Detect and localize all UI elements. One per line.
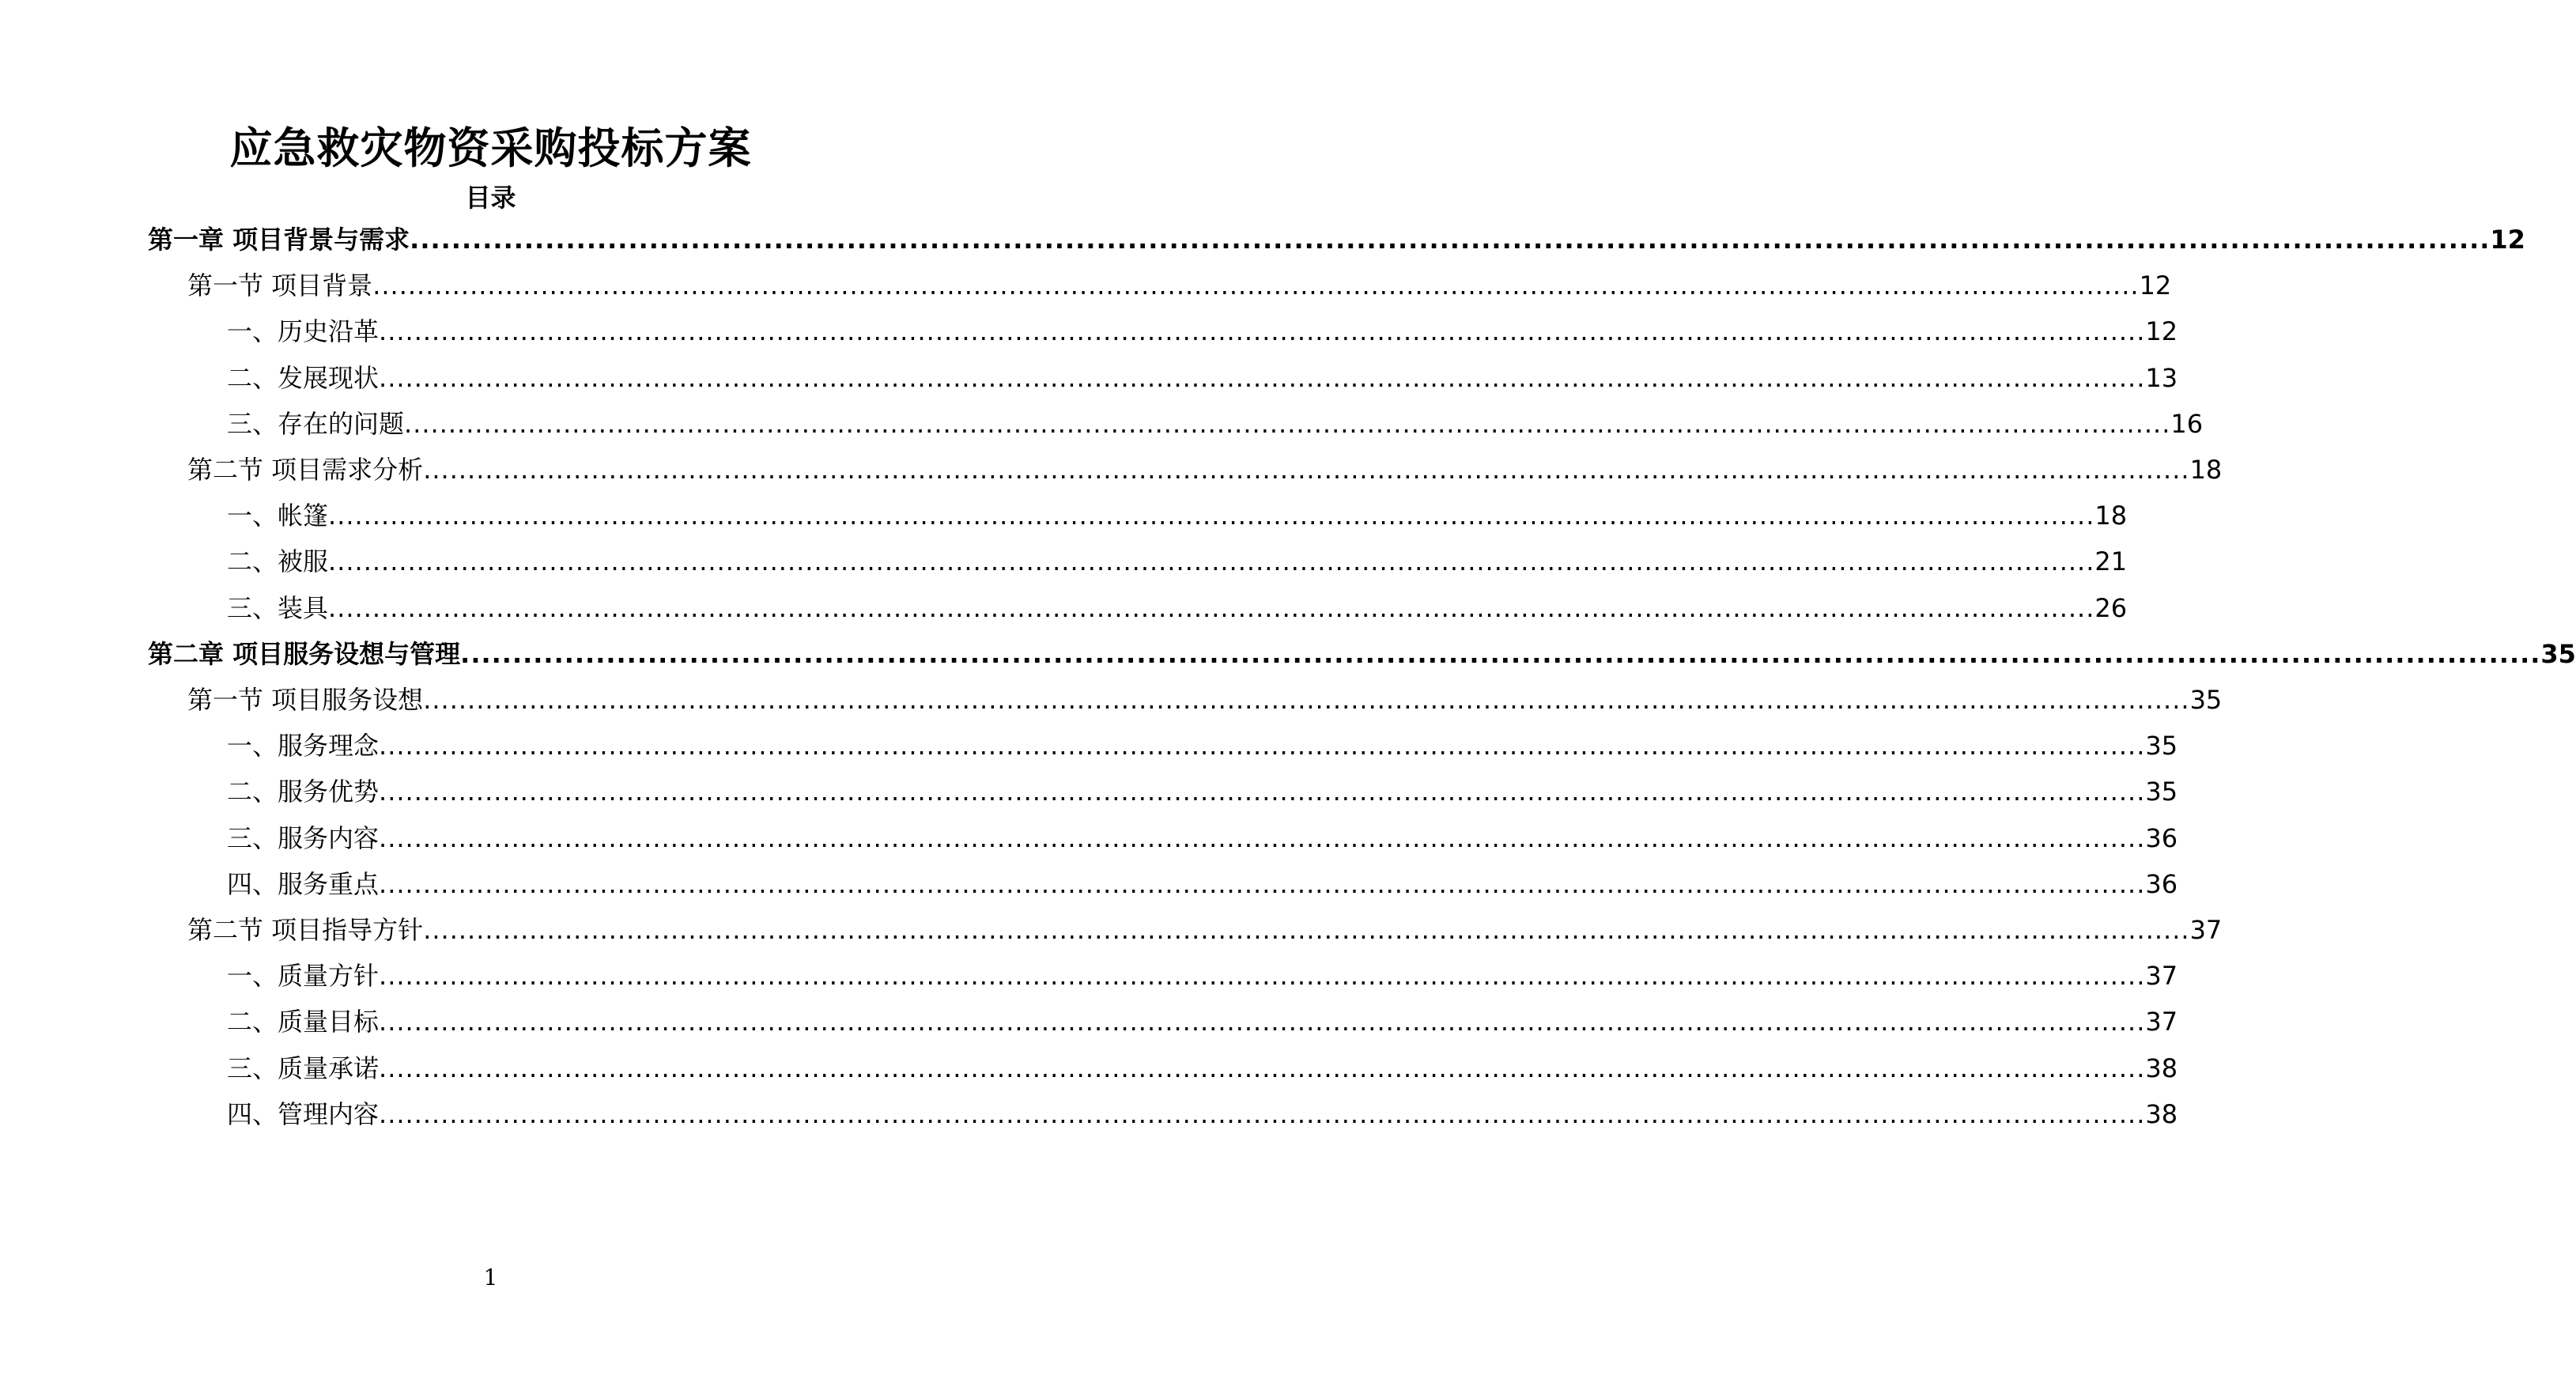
toc-dot-leader: ........................................................................................................................................................................................................ [379, 316, 2146, 346]
toc-entry-page: 13 [2145, 363, 2178, 393]
toc-dot-leader: ........................................................................................................................................................................................................ [410, 225, 2491, 255]
toc-dot-leader: ........................................................................................................................................................................................................ [379, 1053, 2146, 1083]
toc-entry-label: 第一节 项目服务设想 [187, 685, 424, 715]
toc-entry-label: 第一章 项目背景与需求 [148, 225, 410, 255]
toc-dot-leader: ........................................................................................................................................................................................................ [379, 363, 2146, 393]
toc-entry[interactable] [187, 260, 2172, 311]
page-number: 1 [483, 1264, 498, 1291]
toc-entry[interactable] [187, 444, 2223, 495]
toc-entry[interactable] [148, 214, 2525, 265]
toc-dot-leader: ........................................................................................................................................................................................................ [379, 869, 2146, 899]
toc-entry-page: 35 [2189, 685, 2223, 715]
toc-entry[interactable] [227, 490, 2128, 541]
toc-entry-page: 12 [2145, 316, 2178, 346]
toc-entry[interactable] [187, 905, 2223, 955]
toc-entry-label: 二、发展现状 [227, 363, 380, 393]
toc-dot-leader: ........................................................................................................................................................................................................ [423, 685, 2190, 715]
toc-dot-leader: ........................................................................................................................................................................................................ [372, 270, 2140, 300]
toc-entry-page: 35 [2145, 777, 2178, 807]
toc-entry-label: 一、服务理念 [227, 731, 380, 761]
toc-entry[interactable] [227, 353, 2178, 403]
toc-entry-page: 12 [2490, 225, 2525, 255]
toc-entry-label: 三、质量承诺 [227, 1053, 380, 1083]
toc-dot-leader: ........................................................................................................................................................................................................ [379, 1007, 2146, 1037]
toc-dot-leader: ........................................................................................................................................................................................................ [423, 915, 2190, 945]
toc-entry-label: 第二节 项目指导方针 [187, 915, 424, 945]
toc-dot-leader: ........................................................................................................................................................................................................ [379, 777, 2146, 807]
toc-entry[interactable] [227, 720, 2178, 771]
toc-entry[interactable] [227, 1043, 2178, 1094]
toc-entry-page: 35 [2540, 639, 2576, 669]
toc-dot-leader: ........................................................................................................................................................................................................ [460, 639, 2541, 669]
toc-entry-label: 第二节 项目需求分析 [187, 455, 424, 485]
toc-entry-label: 二、服务优势 [227, 777, 380, 807]
toc-entry[interactable] [227, 306, 2178, 357]
toc-entry[interactable] [227, 766, 2178, 817]
document-title: 应急救灾物资采购投标方案 [229, 123, 752, 173]
toc-entry-page: 37 [2145, 961, 2178, 991]
toc-entry-page: 35 [2145, 731, 2178, 761]
toc-entry[interactable] [227, 1089, 2178, 1139]
toc-entry[interactable] [187, 675, 2223, 725]
toc-entry[interactable] [148, 629, 2576, 679]
toc-entry-label: 一、帐篷 [227, 501, 329, 531]
toc-entry-label: 第二章 项目服务设想与管理 [148, 639, 461, 669]
toc-entry-label: 三、服务内容 [227, 823, 380, 853]
toc-dot-leader: ........................................................................................................................................................................................................ [379, 1099, 2146, 1129]
toc-entry-page: 38 [2145, 1099, 2178, 1129]
toc-dot-leader: ........................................................................................................................................................................................................ [328, 593, 2095, 623]
toc-entry[interactable] [227, 859, 2178, 909]
toc-entry-label: 三、装具 [227, 593, 329, 623]
toc-entry-page: 36 [2145, 869, 2178, 899]
toc-entry-page: 16 [2170, 409, 2204, 439]
toc-entry-label: 四、管理内容 [227, 1099, 380, 1129]
toc-dot-leader: ........................................................................................................................................................................................................ [404, 409, 2171, 439]
toc-dot-leader: ........................................................................................................................................................................................................ [328, 546, 2095, 576]
toc-entry-label: 二、被服 [227, 546, 329, 576]
toc-dot-leader: ........................................................................................................................................................................................................ [423, 455, 2190, 485]
toc-entry-page: 38 [2145, 1053, 2178, 1083]
toc-entry-page: 18 [2094, 501, 2128, 531]
toc-entry-page: 37 [2145, 1007, 2178, 1037]
toc-entry[interactable] [227, 536, 2128, 587]
toc-entry[interactable] [227, 813, 2178, 864]
toc-entry-page: 37 [2189, 915, 2223, 945]
toc-entry-page: 12 [2139, 270, 2172, 300]
toc-entry-label: 一、质量方针 [227, 961, 380, 991]
toc-entry[interactable] [227, 950, 2178, 1001]
toc-dot-leader: ........................................................................................................................................................................................................ [328, 501, 2095, 531]
toc-entry-page: 26 [2094, 593, 2128, 623]
toc-entry-label: 第一节 项目背景 [187, 270, 373, 300]
toc-entry[interactable] [227, 399, 2204, 449]
toc-entry[interactable] [227, 996, 2178, 1047]
toc-entry-label: 四、服务重点 [227, 869, 380, 899]
toc-dot-leader: ........................................................................................................................................................................................................ [379, 731, 2146, 761]
toc-entry-page: 18 [2189, 455, 2223, 485]
toc-entry-page: 21 [2094, 546, 2128, 576]
toc-dot-leader: ........................................................................................................................................................................................................ [379, 823, 2146, 853]
toc-entry[interactable] [227, 583, 2128, 633]
toc-entry-page: 36 [2145, 823, 2178, 853]
toc-entry-label: 三、存在的问题 [227, 409, 405, 439]
toc-entry-label: 二、质量目标 [227, 1007, 380, 1037]
toc-entry-label: 一、历史沿革 [227, 316, 380, 346]
toc-dot-leader: ........................................................................................................................................................................................................ [379, 961, 2146, 991]
toc-heading: 目录 [465, 183, 516, 213]
